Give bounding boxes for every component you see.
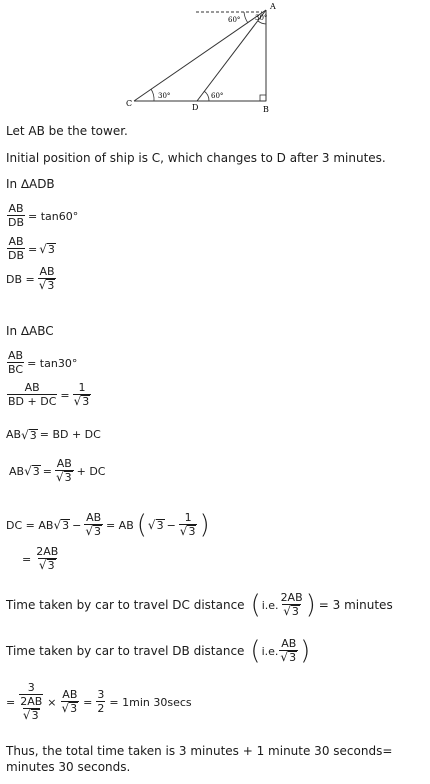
text-in-abc: In ∆ABC xyxy=(6,324,54,338)
eq-ab-bc-tan30: $\frac{AB}{BC}$ = tan30° xyxy=(8,349,78,376)
eq-ab-sqrt3-plus-dc: AB √ 3 = AB √ 3 + DC xyxy=(9,457,106,484)
triangle-figure xyxy=(0,0,430,118)
eq-db: DB = AB √ 3 xyxy=(6,265,55,292)
angle-c: 30° xyxy=(158,92,171,100)
text-let-ab: Let AB be the tower. xyxy=(6,124,128,138)
label-a: A xyxy=(270,2,276,11)
eq-dc-result: = 2AB √ 3 xyxy=(22,545,59,572)
eq-time-db-result: = 3 2AB √ 3 × AB √ 3 = $\frac{3}{2}$ = 1min 30secs xyxy=(6,681,192,722)
eq-time-db: Time taken by car to travel DB distance ( i.e. AB √ 3 ) xyxy=(6,636,311,666)
eq-ab-bd-dc: $\frac{AB}{BD + DC}$ = 1 √ 3 xyxy=(8,381,90,408)
eq-ab-sqrt3-bd-dc: AB √ 3 = BD + DC xyxy=(6,427,101,442)
label-d: D xyxy=(192,103,199,112)
line-ac xyxy=(134,10,266,101)
angle-d: 60° xyxy=(211,92,224,100)
eq-dc: DC = AB √ 3 − AB √ 3 = AB ( √ 3 − 1 √ 3 ) xyxy=(6,510,210,540)
text-conclusion-2: minutes 30 seconds. xyxy=(6,760,131,774)
text-in-adb: In ∆ADB xyxy=(6,177,55,191)
arc-a-outer xyxy=(244,12,248,23)
eq-time-dc: Time taken by car to travel DC distance ( i.e. 2AB √ 3 ) = 3 minutes xyxy=(6,590,393,620)
label-c: C xyxy=(126,99,133,108)
text-initial-position: Initial position of ship is C, which changes to D after 3 minutes. xyxy=(6,151,386,165)
arc-d xyxy=(204,91,209,101)
eq-ab-db-tan60: $\frac{AB}{DB}$ = tan60° xyxy=(8,202,79,229)
text-conclusion-1: Thus, the total time taken is 3 minutes + 1 minute 30 seconds= xyxy=(6,744,393,758)
right-angle-mark xyxy=(260,95,266,101)
eq-ab-db-sqrt3: $\frac{AB}{DB}$ = √ 3 xyxy=(8,235,55,262)
angle-a-inner: 30° xyxy=(255,14,268,22)
angle-a-outer: 60° xyxy=(228,16,241,24)
arc-c xyxy=(151,89,154,101)
label-b: B xyxy=(263,105,269,114)
